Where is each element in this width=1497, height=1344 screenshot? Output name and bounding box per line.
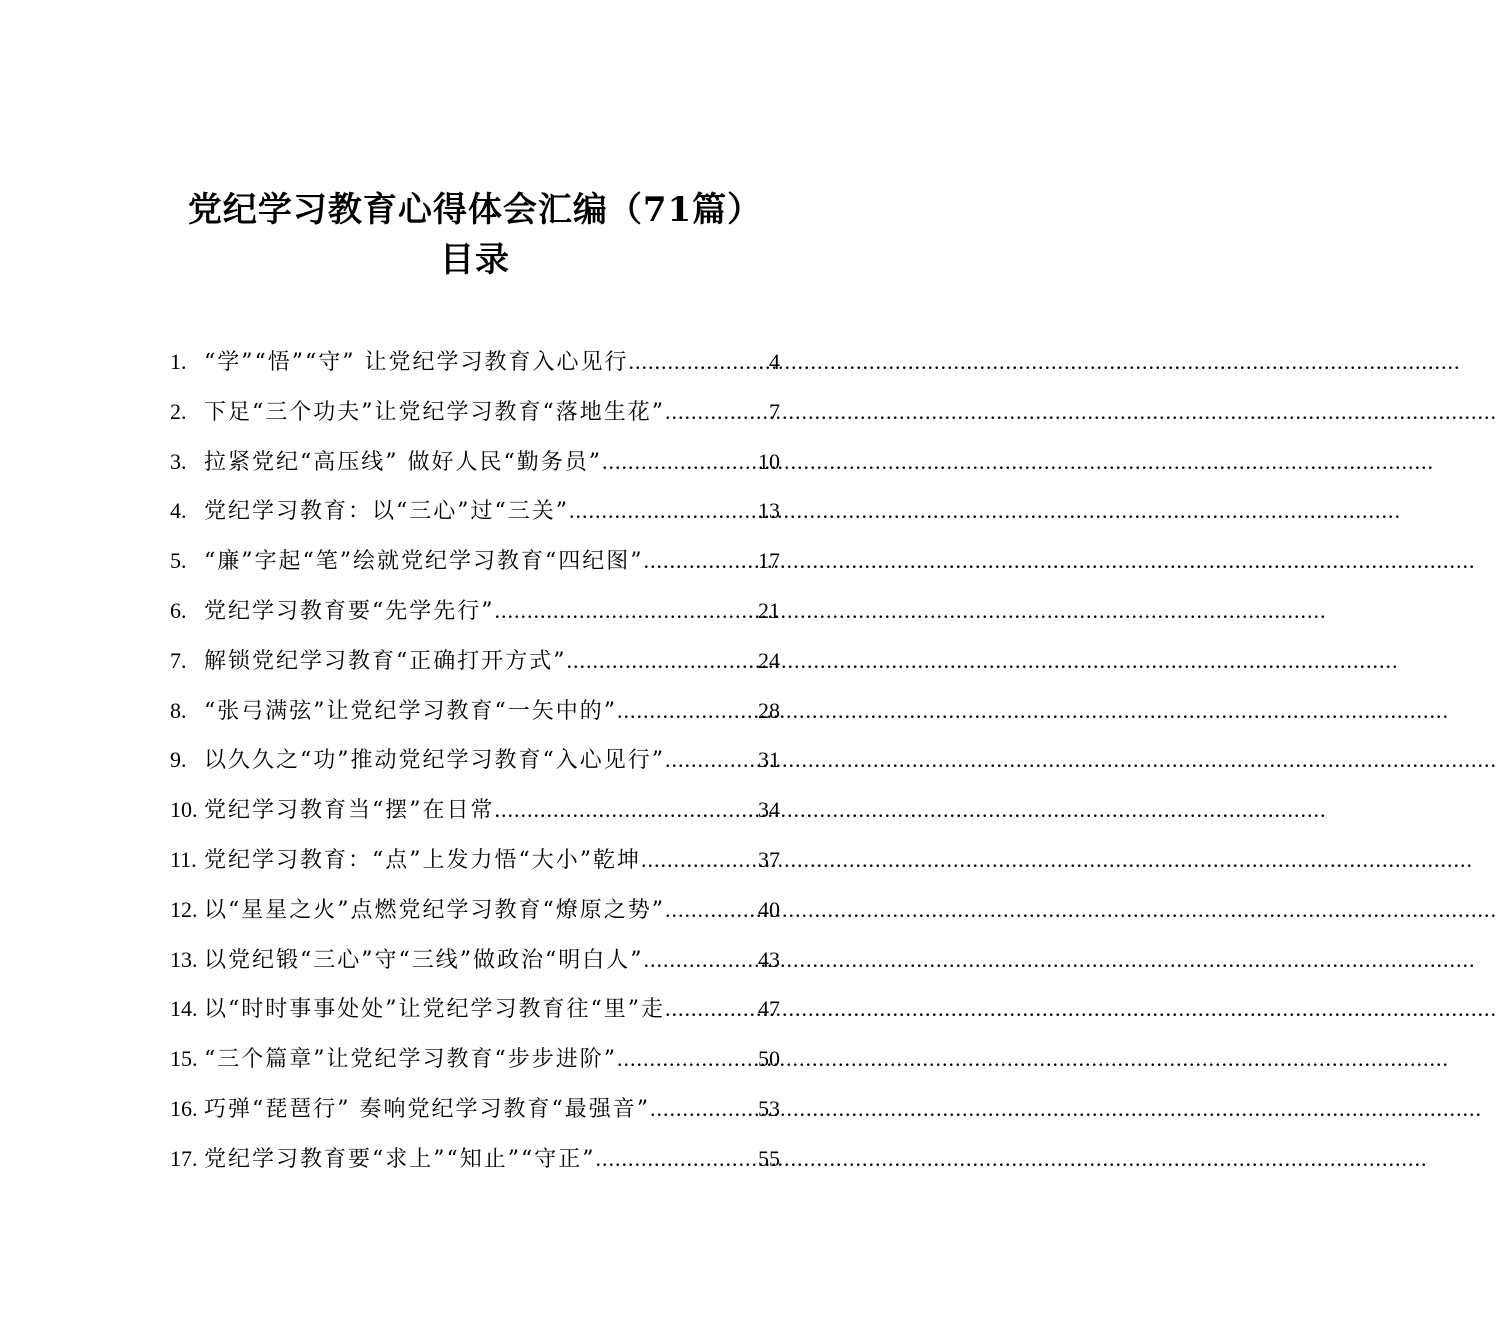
toc-entry-page: 24 (758, 647, 780, 673)
toc-entry[interactable] (170, 337, 780, 387)
toc-entry-title: 以久久之“功”推动党纪学习教育“入心见行” (204, 748, 665, 774)
toc-entry[interactable] (170, 735, 780, 785)
toc-entry-number: 4. (170, 498, 187, 524)
toc-entry-title: 巧弹“琵琶行” 奏响党纪学习教育“最强音” (204, 1096, 650, 1122)
toc-dot-leader (567, 636, 759, 686)
toc-entry-title: “廉”字起“笔”绘就党纪学习教育“四纪图” (204, 549, 644, 575)
toc-entry[interactable] (170, 785, 780, 835)
toc-entry-number: 17. (170, 1145, 198, 1171)
toc-entry[interactable] (170, 586, 780, 636)
toc-entry-page: 40 (758, 896, 780, 922)
toc-dot-leader (495, 586, 759, 636)
toc-entry-title: “张弓满弦”让党纪学习教育“一矢中的” (204, 698, 617, 724)
toc-entry-title: 以“时时事事处处”让党纪学习教育往“里”走 (204, 997, 665, 1023)
toc-entry-page: 43 (758, 946, 780, 972)
toc-entry-title: 以“星星之火”点燃党纪学习教育“燎原之势” (204, 897, 665, 923)
toc-entry-page: 47 (758, 996, 780, 1022)
toc-entry-title: “学”“悟”“守” 让党纪学习教育入心见行 (204, 350, 629, 375)
toc-entry[interactable] (170, 437, 780, 487)
toc-entry-page: 53 (758, 1095, 780, 1121)
toc-entry-page: 10 (758, 448, 780, 474)
toc-entry-number: 8. (170, 697, 187, 723)
toc-entry[interactable] (170, 1084, 780, 1134)
toc-entry-page: 7 (769, 398, 780, 424)
toc-entry[interactable] (170, 835, 780, 885)
toc-entry-page: 17 (758, 548, 780, 574)
table-of-contents (170, 337, 780, 1184)
toc-dot-leader (665, 984, 758, 1034)
toc-dot-leader (650, 1084, 758, 1134)
toc-dot-leader (569, 486, 758, 536)
toc-entry-number: 9. (170, 747, 187, 773)
toc-entry-number: 1. (170, 349, 187, 374)
toc-dot-leader (595, 1134, 758, 1184)
toc-entry-title: 以党纪锻“三心”守“三线”做政治“明白人” (204, 947, 644, 973)
toc-entry-number: 11. (170, 846, 197, 872)
toc-entry-page: 55 (758, 1145, 780, 1171)
toc-entry-title: 党纪学习教育：以“三心”过“三关” (204, 499, 569, 525)
toc-dot-leader (643, 536, 758, 586)
toc-entry-number: 2. (170, 398, 187, 424)
toc-entry-title: 下足“三个功夫”让党纪学习教育“落地生花” (204, 399, 665, 425)
toc-dot-leader (602, 437, 758, 487)
toc-entry[interactable] (170, 1134, 780, 1184)
toc-entry-page: 13 (758, 498, 780, 524)
toc-entry[interactable] (170, 387, 780, 437)
toc-entry-number: 13. (170, 946, 198, 972)
toc-entry-title: “三个篇章”让党纪学习教育“步步进阶” (204, 1047, 617, 1073)
toc-entry-page: 4 (769, 349, 780, 374)
toc-dot-leader (628, 337, 769, 387)
toc-entry[interactable] (170, 536, 780, 586)
toc-entry-number: 6. (170, 597, 187, 623)
toc-entry-number: 15. (170, 1046, 198, 1072)
toc-entry-number: 3. (170, 448, 187, 474)
toc-dot-leader (617, 686, 758, 736)
toc-entry-page: 37 (758, 846, 780, 872)
toc-entry-page: 31 (758, 747, 780, 773)
toc-dot-leader (495, 785, 759, 835)
toc-entry[interactable] (170, 486, 780, 536)
toc-entry-number: 5. (170, 548, 187, 574)
toc-entry[interactable] (170, 885, 780, 935)
toc-heading: 目录 (440, 240, 510, 280)
toc-entry-page: 28 (758, 697, 780, 723)
toc-entry[interactable] (170, 935, 780, 985)
toc-entry-number: 10. (170, 797, 198, 823)
toc-dot-leader (643, 935, 758, 985)
toc-dot-leader (665, 387, 769, 437)
toc-dot-leader (665, 735, 758, 785)
toc-entry-title: 党纪学习教育要“先学先行” (204, 598, 495, 624)
toc-entry[interactable] (170, 984, 780, 1034)
toc-dot-leader (641, 835, 758, 885)
toc-entry[interactable] (170, 636, 780, 686)
toc-entry-title: 党纪学习教育：“点”上发力悟“大小”乾坤 (204, 847, 641, 873)
toc-entry-number: 14. (170, 996, 198, 1022)
toc-entry-page: 50 (758, 1046, 780, 1072)
toc-entry-title: 党纪学习教育当“摆”在日常 (204, 798, 495, 824)
toc-entry-number: 7. (170, 647, 187, 673)
toc-entry[interactable] (170, 1034, 780, 1084)
toc-entry-number: 12. (170, 896, 198, 922)
document-title: 党纪学习教育心得体会汇编（71篇） (187, 190, 763, 230)
toc-dot-leader (665, 885, 758, 935)
toc-entry-title: 党纪学习教育要“求上”“知止”“守正” (204, 1146, 596, 1172)
toc-dot-leader (617, 1034, 758, 1084)
toc-entry-page: 21 (758, 597, 780, 623)
toc-entry-title: 拉紧党纪“高压线” 做好人民“勤务员” (204, 449, 602, 475)
toc-entry[interactable] (170, 686, 780, 736)
toc-entry-page: 34 (758, 797, 780, 823)
toc-entry-title: 解锁党纪学习教育“正确打开方式” (204, 648, 567, 674)
toc-entry-number: 16. (170, 1095, 198, 1121)
